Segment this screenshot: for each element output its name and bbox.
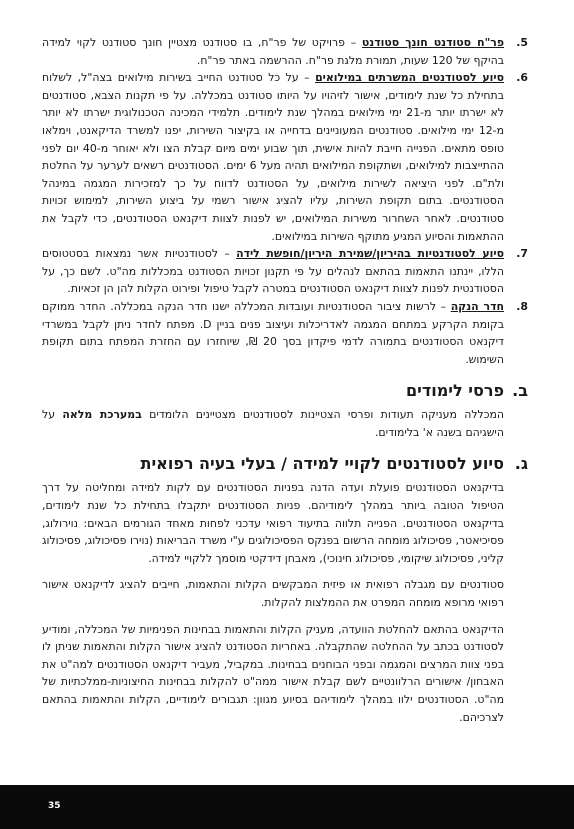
list-item-text: – לסטודנטיות אשר נמצאות בסטטוסים הללו, יינתנו התאמות בהתאם לנהלים על פי תקנון זכויות הסטודנט במכללות מה"ט. לשם כך, על הסטודנטית לפנות לצוות דיקנאט הסטודנטים במטרה לקבל טיפול ופירוט הקלות להן הן זכאיות.: [42, 247, 504, 296]
section-paragraph: [42, 406, 504, 441]
list-item-body: [42, 245, 504, 298]
list-item-title: פר"ח סטודנט חונך סטודנט: [361, 36, 505, 49]
section-letter: ב.: [512, 381, 528, 401]
list-item-number: 8.: [516, 299, 528, 313]
section-heading-learning-disabilities: [42, 453, 528, 475]
list-item-7: [42, 245, 528, 298]
list-item-title: חדר הנקה: [450, 299, 504, 313]
paragraph-text: על הישגיהם בשנה א' בלימודים.: [42, 408, 504, 439]
section-letter: ג.: [514, 454, 528, 474]
section-paragraph: [42, 621, 504, 727]
section-title: סיוע לסטודנטים לקויי למידה / בעלי בעיה רפואית: [140, 454, 504, 474]
list-item-text: – לרשות ציבור הסטודנטיות ועובדות המכללה ישנו חדר הנקה במכללה. החדר ממוקם בקומת הקרקע במתחם המגמה לאדריכלות ועיצוב פנים בניין D. מפתח לחדר ניתן לקבל במשרדי דיקנאט הסטודנטים בתמורה לדמי פיקדון בסך 20 ₪, שיוחזרו עם החזרת המפתח בתום תקופת השימוש.: [42, 299, 504, 366]
list-item-text: – על כל סטודנט החייב בשירות מילואים בצה"ל, לשלוח בתחילת כל שנת לימודים, אישור לזיהויו על היותו סטודנט במכללה. על פי תקנות הצבא, סטודנטים לא ישרתו יותר מ-21 ימי מילואים במהלך שנת לימודים. תלמידי המכינה הטכנולוגית ישרתו לא יותר מ-12 ימי מילואים. סטודנטים המעוניינים בדחייה או בקיצור השירות, יפנו למשרד הדיקאנט, וימלאו טופס מתאים. הפנייה חייבת להיות אישית, תוך שבוע ימים מיום קבלת הצו ולא יאוחר מ-40 יום לפני ההתייצבות למילואים, ושתקופת המילואים תהיה מעל 6 ימים. הסטודנטים רשאים לערער על החלטת ולת"ם. לפני היציאה לשירות מילואים, על הסטודנט לדווח על כך למזכירות המגמה במינהל הסטודנטים. בתום תקופת השירות, עליו להציג אישור רשמי על ביצוע השירות, למימוש זכויות סטודנטים. לאחר השחרור משירות המילואים, יש לפנות לצוות דיקנאט הסטודנטים, כדי לקבל את ההתאמות והסיוע המגיע מתוקף השירות במילואים.: [42, 71, 504, 243]
list-item-number: 5.: [516, 36, 528, 49]
list-item-number: 7.: [516, 247, 528, 261]
section-heading-prizes: [42, 380, 528, 402]
paragraph-bold-text: במערכת מלאה: [62, 408, 142, 422]
list-item-text: – פרויקט של פר"ח, בו סטודנט מצטיין חונך סטודנט לקוי למידה בהיקף של 120 שעות, תמורת מלגת פר"ח. ההרשמה באתר פר"ח.: [42, 36, 504, 67]
page-number: 35: [48, 801, 61, 811]
list-item-body: [42, 298, 504, 368]
list-item-body: [42, 69, 504, 245]
section-title: פרסי לימודים: [405, 381, 504, 401]
list-item-title: סיוע לסטודנטים המשרתים במילואים: [315, 71, 505, 85]
list-item-number: 6.: [516, 71, 528, 85]
list-item-6: [42, 69, 528, 245]
list-item-8: [42, 298, 528, 368]
page-footer-bar: [0, 785, 574, 829]
section-paragraph: [42, 576, 504, 611]
list-item-body: [42, 34, 504, 69]
paragraph-text: בדיקנאט הסטודנטים פועלת ועדה הדנה בפניות הסטודנטים עם לקות למידה ומחליטה על דרך הטיפול הטובה ביותר במהלך לימודיהם. פניות הסטודנטים יתקבלו בתחילת כל שנת לימודים, בדיקנאט הסטודנטים. הפנייה תלווה בתיעוד רפואי עדכני לפחות מאחד הגורמים הבאים: נוירולוג, פסיכיאטר, פסיכולוג מומחה הרשום בפנקס הפסיכולוגים ע"י משרד הבריאות (נוירו פסיכולוג, פסיכולוג קליני, פסיכולוג שיקומי, פסיכולוג חינוכי), מאבחן דידקטי מוסמך ללקויי למידה.: [42, 481, 504, 565]
list-item-title: סיוע לסטודנטיות בהיריון/שמירת היריון/חופשת לידה: [236, 247, 504, 261]
section-paragraph: [42, 479, 504, 567]
paragraph-text: סטודנטים עם מגבלה רפואית או פיזית המבקשים הקלות והתאמות, חייבים להציג לדיקנאט אישור רפואי מרופא מומחה המפרט את ההמלצות להקלות.: [42, 578, 504, 610]
paragraph-text: הדיקנאט בהתאם להחלטת הוועדה, מעניק הקלות והתאמות בבחינות הפנימיות של המכללה, ומודיע לסטודנט בכתב על ההחלטה שהתקבלה. באחריות הסטודנט להציג אישור הקלות והתאמות שניתן לו בפני צוות המרצים והמגמה ובפני הבוחנים בבחינות. במקביל, מעביר דיקנאט הסטודנטים למה"ט את האבחון/ אישורים הרלוונטיים לשם קבלת אישור ממה"ט להקלות בבחינות החיצוניות-ממלכתיות של מה"ט. הסטודנטים ילוו במהלך לימודיהם בסיוע מגוון: תגבורים לימודיים, הקלות והתאמות בהתאם לצרכיהם.: [42, 622, 504, 724]
list-item-5: [42, 34, 528, 69]
paragraph-text: המכללה מעניקה תעודות ופרסי הצטיינות לסטודנטים מצטיינים הלומדים: [141, 408, 504, 422]
